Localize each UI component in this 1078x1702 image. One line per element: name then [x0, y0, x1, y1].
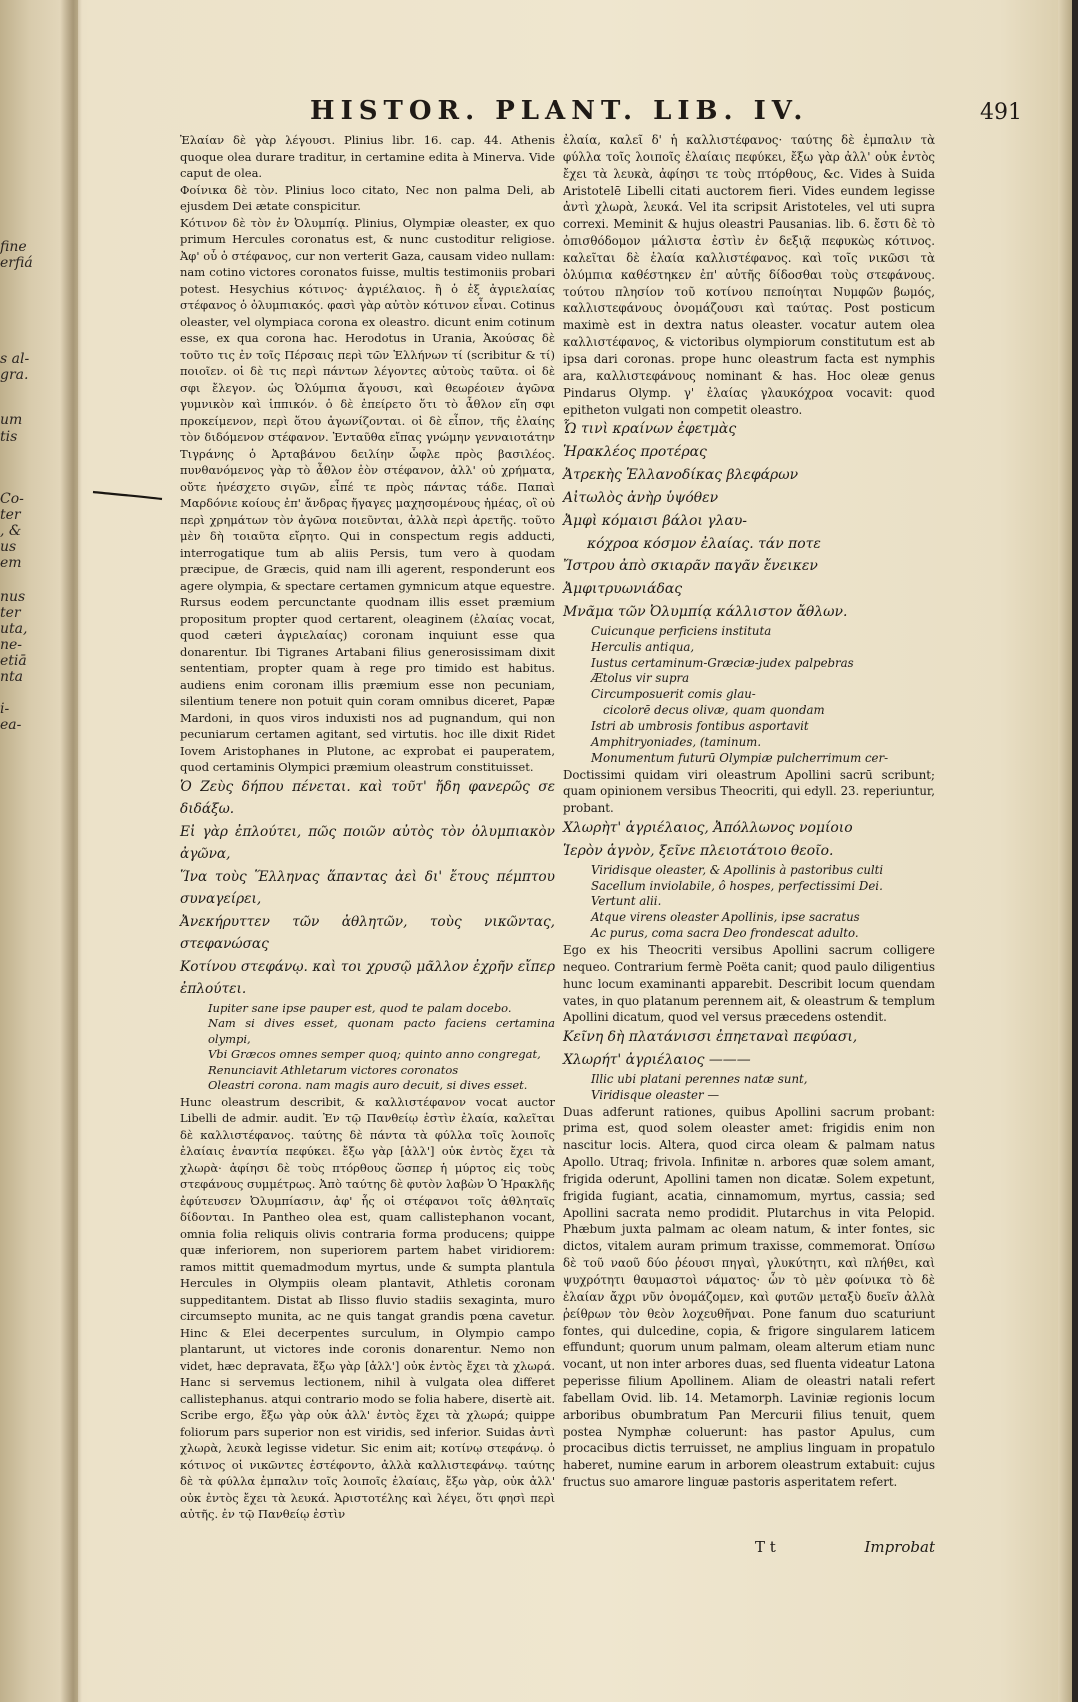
latin-verse-line: Renunciavit Athletarum victores coronatos [208, 1062, 459, 1077]
page-number: 491 [980, 100, 1022, 125]
latin-verse-line: Ætolus vir supra [591, 671, 690, 686]
greek-verse-line: Ἱερὸν ἁγνὸν, ξεῖνε πλειοτάτοιο θεοῖο. [563, 842, 834, 859]
page-edge [1058, 0, 1072, 1702]
paragraph: Φοίνικα δὲ τὸν. Plinius loco citato, Nec non palma Deli, ab ejusdem Dei ætate conspicitur. [180, 182, 555, 213]
greek-verse-line: Ὁ Ζεὺς δήπου πένεται. καὶ τοῦτ' ἤδη φανερῶς σε διδάξω. [180, 778, 555, 817]
greek-verse-line: κόχροα κόσμον ἐλαίας. τάν ποτε [587, 535, 821, 552]
margin-fragment: i- [0, 701, 10, 717]
paragraph: Ego ex his Theocriti versibus Apollini sacrum colligere nequeo. Contrarium fermè Poëta canit; quod paulo diligentius hunc locum examinanti apparebit. Describit locum quendam vates, in quo platanum perennem ait, & oleastrum & templum Apollini dicatum, quod vel versus præcedens ostendit. [563, 942, 935, 1025]
margin-fragment: uta, [0, 621, 28, 637]
margin-fragment: em [0, 555, 22, 571]
greek-verse-line: Χλωρὴτ' ἀγριέλαιος, Ἀπόλλωνος νομίοιο [563, 820, 853, 837]
greek-verse-line: Ἡρακλέος προτέρας [563, 444, 707, 461]
margin-fragment: Co- [0, 491, 24, 507]
paragraph: Doctissimi quidam viri oleastrum Apollini sacrū scribunt; quam opinionem versibus Theocriti, qui edyll. 23. reperiuntur, probant. [563, 767, 935, 816]
latin-verse-line: Oleastri corona. nam magis auro decuit, si dives esset. [208, 1078, 528, 1092]
margin-fragment: ter [0, 507, 21, 523]
latin-verse-line: Vbi Græcos omnes semper quoq; quinto anno congregat, [208, 1047, 541, 1061]
margin-fragment: ea- [0, 717, 22, 733]
left-column [180, 132, 555, 1523]
paragraph: Κότινον δὲ τὸν ἐν Ὀλυμπίᾳ. Plinius, Olympiæ oleaster, ex quo primum Hercules coronatus est, & nunc custoditur religiose. Ἀφ' οὗ ὁ στέφανος, cur non verterit Gaza, causam video nullam: nam cotino victores coronatos fuisse, multis testimoniis probari potest. Hesychius κότινος· ἀγριέλαιος. ἢ ὁ ἐξ ἀγριελαίας στέφανος ὁ ὀλυμπιακός. φασὶ γὰρ αὐτὸν κότινον εἶναι. Cotinus oleaster, vel olympiaca corona ex oleastro. dicunt enim cotinum esse, ex qua corona hac. Herodotus in Urania, Ἀκούσας δὲ τοῦτο τις ἐν τοῖς Πέρσαις περὶ τῶν Ἑλλήνων τί (scribitur & τί) ποιοῖεν. οἱ δὲ τις περὶ πάντων λέγοντες αὐτοὺς ταῦτα. οἱ δὲ σφι ἔλεγον. ὡς Ὀλύμπια ἄγουσι, καὶ θεωρέοιεν ἀγῶνα γυμνικὸν καὶ ἱππικόν. ὁ δὲ ἐπείρετο ὅτι τὸ ἆθλον εἴη σφι προκείμενον, περὶ ὅτου ἀγωνίζονται. οἱ δὲ εἶπον, τῆς ἐλαίης τὸν διδόμενον στέφανον. Ἐνταῦθα εἴπας γνώμην γενναιοτάτην Τιγράνης ὁ Ἀρταβάνου δειλίην ὦφλε πρὸς βασιλέος. πυνθανόμενος γὰρ τὸ ἆθλον ἐὸν στέφανον, ἀλλ' οὐ χρήματα, οὔτε ἠνέσχετο σιγῶν, εἶπέ τε πρὸς πάντας τάδε. Παπαὶ Μαρδόνιε κοίους ἐπ' ἄνδρας ἤγαγες μαχησομένους ἡμέας, οἳ οὐ περὶ χρημάτων τὸν ἀγῶνα ποιεῦνται, ἀλλὰ περὶ ἀρετῆς. τοῦτο μὲν δὴ τοιαῦτα εἴρητο. Qui in conspectum regis adducti, interrogatique tum ab aliis Persis, tum vero à quodam præcipue, de Græcis, quid nam illi agerent, responderunt eos agere olympia, & spectare certamen gymnicum atque equestre. Rursus eodem percunctante quodnam illis esset præmium propositum propter quod certarent, oleaginem (ἐλαίας vocat, quod cæteri ἀγριελαίας) coronam inquiunt esse qua donarentur. Ibi Tigranes Artabani filius generosissimam dixit sententiam, propter quam à rege pro timido est habitus. audiens enim coronam illis præmium esse non pecuniam, silentium tenere non potuit quin coram omnibus diceret, Papæ Mardoni, in quos viros induxisti nos ad pugnandum, qui non pecuniarum certamen agitant, sed virtutis. hoc ille dixit Ridet Iovem Aristophanes in Plutone, ac exprobat ei pauperatem, quod certaminis Olympici præmium oleastrum constituisset. [180, 215, 555, 774]
margin-fragment: erfiá [0, 255, 33, 271]
latin-verse-line: Viridisque oleaster, & Apollinis à pastoribus culti [591, 862, 884, 877]
margin-fragment: ter [0, 605, 21, 621]
latin-verse-line: Amphitryoniades, (taminum. [591, 734, 762, 749]
greek-verse-line: Ἀνεκήρυττεν τῶν ἀθλητῶν, τοὺς νικῶντας, στεφανώσας [180, 913, 555, 952]
catchword: Improbat [864, 1538, 935, 1556]
signature-mark: T t [755, 1538, 776, 1556]
ink-pointer-mark [92, 488, 164, 502]
latin-verse-line: Iupiter sane ipse pauper est, quod te palam docebo. [208, 1000, 512, 1015]
latin-verse-line: Nam si dives esset, quonam pacto faciens certamina olympi, [208, 1016, 555, 1046]
greek-verse-line: Ἀμφιτρυωνιάδας [563, 581, 683, 598]
margin-fragment: um [0, 412, 23, 428]
greek-verse-line: Ἵνα τοὺς Ἕλληνας ἅπαντας ἀεὶ δι' ἔτους πέμπτου συναγείρει, [180, 868, 555, 907]
paragraph: ἐλαία, καλεῖ δ' ἡ καλλιστέφανος· ταύτης δὲ ἐμπαλιν τὰ φύλλα τοῖς λοιποῖς ἐλαίαις πεφύκει, ἔξω γὰρ ἀλλ' οὐκ ἐντὸς ἔχει τὰ λευκὰ, ἀφίησι τε τοὺς πτόρθους, &c. Vides à Suida Aristotelē Libelli citati auctorem fieri. Vides eundem legisse ἀντὶ χλωρὰ, λευκά. Vel ita scripsit Aristoteles, vel uti supra correxi. Meminit & hujus oleastri Pausanias. lib. 6. ἔστι δὲ τὸ ὀπισθόδομον μάλιστα ἐστὶν ἐν δεξιᾷ πεφυκὼς κότινος. καλεῖται δὲ ἐλαία καλλιστέφανος. καὶ τοῖς νικῶσι τὰ ὀλύμπια καθέστηκεν ἐπ' αὐτῆς δίδοσθαι τοὺς στεφάνους. τούτου πλησίον τοῦ κοτίνου πεποίηται Νυμφῶν βωμός, καλλιστεφάνους ὀνομάζουσι καὶ ταύτας. Post posticum maximè est in dextra natus oleaster. vocatur autem olea καλλιστέφανος, & victoribus olympiorum constitutum est ab ipsa dari coronas. prope hunc oleastrum facta est nymphis ara, καλλιστεφάνους nominant & has. Hoc oleæ genus Pindarus Olymp. γ' ἐλαίας γλαυκόχροα vocavit: quod epitheton vulgati non competit oleastro. [563, 133, 935, 417]
margin-fragment: tis [0, 429, 18, 445]
greek-verse-line: Αἰτωλὸς ἀνὴρ ὑψόθεν [563, 489, 719, 506]
latin-verse-line: cicolorē decus olivæ, quam quondam [603, 703, 825, 718]
latin-verse-line: Cuicunque perficiens instituta [591, 623, 772, 638]
latin-verse-line: Iustus certaminum-Græciæ-judex palpebras [591, 655, 854, 670]
latin-verse-line: Herculis antiqua, [591, 639, 695, 654]
greek-verse-line: Ὧ τινὶ κραίνων ἐφετμὰς [563, 421, 737, 438]
page-header [310, 96, 1030, 130]
latin-verse-line: Vertunt alii. [591, 894, 662, 909]
greek-verse-line: Ἀτρεκὴς Ἑλλανοδίκας βλεφάρων [563, 467, 799, 484]
margin-fragment: , & [0, 523, 22, 539]
paragraph: Duas adferunt rationes, quibus Apollini sacrum probant: prima est, quod solem oleaster amet: frigidis enim non nascitur locis. Altera, quod circa oleam & palmam natus Apollo. Utraq; frivola. Infinitæ n. arbores quæ solem amant, frigida oderunt, Apollini tamen non dicatæ. Solem expetunt, frigida fugiant, acatia, cinnamomum, myrtus, cassia; sed Apollini sacrata nemo prodidit. Plutarchus in vita Pelopid. Phæbum juxta palmam ac oleam natum, & inter fontes, sic dictos, vitalem auram primum traxisse, commemorat. Ὀπίσω δὲ τοῦ ναοῦ δύο ῥέουσι πηγαὶ, γλυκύτητι, καὶ πλήθει, καὶ ψυχρότητι θαυμαστοὶ νάματος· ὧν τὸ μὲν φοίνικα τὸ δὲ ἐλαίαν ἄχρι νῦν ὀνομάζομεν, καὶ φυτῶν μεταξὺ δυεῖν ἀλλὰ ῥείθρων τὸν θεὸν λοχευθῆναι. Pone fanum duo scaturiunt fontes, qui dulcedine, copia, & frigore singularem laticem effundunt; quorum unum palmam, oleam alterum etiam nunc vocant, ut non inter arbores duas, sed fluenta videatur Latona peperisse filium Apollinem. Aliam de oleastri natali refert fabellam Ovid. lib. 14. Metamorph. Laviniæ regionis locum arboribus obumbratum Pan Mercurii filius tenuit, quem postea Nymphæ coluerunt: has pastor Apulus, cum procacibus dictis terruisset, ne amplius linguam in propatulo haberet, numine earum in arborem oleastrum extabuit: cujus fructus suo amarore linguæ pastoris asperitatem refert. [563, 1104, 935, 1490]
running-head: HISTOR. PLANT. LIB. IV. [310, 96, 809, 126]
latin-verse-line: Monumentum futurū Olympiæ pulcherrimum cer- [591, 750, 889, 765]
margin-fragment: etiā [0, 653, 27, 669]
latin-verse-line: Viridisque oleaster — [591, 1087, 720, 1102]
margin-fragment: gra. [0, 367, 29, 383]
binding-fold [60, 0, 82, 1702]
margin-fragment: nta [0, 669, 23, 685]
margin-fragment: nus [0, 589, 26, 605]
latin-verse-line: Istri ab umbrosis fontibus asportavit [591, 719, 809, 733]
margin-fragment: fine [0, 239, 27, 255]
latin-verse-line: Sacellum inviolabile, ô hospes, perfectissimi Dei. [591, 878, 883, 893]
greek-verse-line: Ἴστρου ἀπὸ σκιαρᾶν παγᾶν ἔνεικεν [563, 558, 818, 575]
right-column [563, 132, 935, 1491]
latin-verse-line: Atque virens oleaster Apollinis, ipse sacratus [591, 910, 860, 925]
latin-verse-line: Ac purus, coma sacra Deo frondescat adulto. [591, 926, 859, 941]
latin-verse-line: Circumposuerit comis glau- [591, 687, 756, 702]
margin-fragment: s al- [0, 351, 30, 367]
greek-verse-line: Ἀμφὶ κόμαισι βάλοι γλαυ- [563, 512, 747, 529]
greek-verse-line: Χλωρήτ' ἀγριέλαιος ——— [563, 1052, 751, 1069]
paragraph: Hunc oleastrum describit, & καλλιστέφανον vocat auctor Libelli de admir. audit. Ἐν τῷ Πανθείῳ ἐστὶν ἐλαία, καλεῖται δὲ καλλιστέφανος. ταύτης δὲ πάντα τὰ φύλλα τοῖς λοιποῖς ἐλαίαις ἐναντία πεφύκει. ἔξω γὰρ [ἀλλ'] οὐκ ἐντὸς ἔχει τὰ χλωρὰ· ἀφίησι δὲ τοὺς πτόρθους ὥσπερ ἡ μύρτος εἰς τοὺς στεφάνους συμμέτρως. Ἀπὸ ταύτης δὲ φυτὸν λαβὼν Ὁ Ἡρακλῆς ἐφύτευσεν Ὀλυμπίασιν, ἀφ' ἧς οἱ στέφανοι τοῖς ἀθληταῖς δίδονται. In Pantheo olea est, quam callistephanon vocant, omnia folia reliquis olivis contraria forma producens; quippe quæ inferiorem, non superiorem partem habet viridiorem: ramos mittit quemadmodum myrtus, unde & sumpta plantula Hercules in Olympiis oleam plantavit, Athletis coronam suppeditantem. Distat ab Ilisso fluvio stadiis sexaginta, muro circumsepto munita, ac ne quis tangat grandis pœna cavetur. Hinc & Elei decerpentes surculum, in Olympio campo plantarunt, ut victores inde coronis donarentur. Nemo non videt, hæc depravata, ἔξω γὰρ [ἀλλ'] οὐκ ἐντὸς ἔχει τὰ χλωρά. Hanc si servemus lectionem, nihil à vulgata olea differet callistephanus. atqui contrario modo se folia habere, disertè ait. Scribe ergo, ἔξω γὰρ οὐκ ἀλλ' ἐντὸς ἔχει τὰ χλωρά; quippe foliorum pars superior non est viridis, sed inferior. Suidas ἀντὶ χλωρὰ, λευκὰ legisse videtur. Sic enim ait; κοτίνῳ στεφάνῳ. ὁ κότινος οἱ νικῶντες ἐστέφοντο, ἀλλὰ καλλιστεφάνῳ. ταύτης δὲ τὰ φύλλα ἐμπαλιν τοῖς λοιποῖς ἐλαίαις, ἔξω γὰρ, οὐκ ἀλλ' οὐκ ἐντὸς ἔχει τὰ λευκά. Ἀριστοτέλης καὶ λέγει, ὅτι φησὶ περὶ αὐτῆς. ἐν τῷ Πανθείῳ ἐστὶν [180, 1094, 555, 1521]
latin-verse-line: Illic ubi platani perennes natæ sunt, [591, 1071, 808, 1086]
greek-verse-line: Εἰ γὰρ ἐπλούτει, πῶς ποιῶν αὐτὸς τὸν ὀλυμπιακὸν ἀγῶνα, [180, 823, 555, 862]
greek-verse-line: Κοτίνου στεφάνῳ. καὶ τοι χρυσῷ μᾶλλον ἐχρῆν εἴπερ ἐπλούτει. [180, 958, 555, 997]
margin-fragment: us [0, 539, 17, 555]
greek-verse-line: Μνᾶμα τῶν Ὀλυμπίᾳ κάλλιστον ἄθλων. [563, 604, 848, 621]
greek-verse-line: Κεῖνη δὴ πλατάνισσι ἐπηεταναὶ πεφύασι, [563, 1029, 858, 1046]
paragraph: Ἐλαίαν δὲ γὰρ λέγουσι. Plinius libr. 16. cap. 44. Athenis quoque olea durare traditur, in certamine edita à Minerva. Vide caput de olea. [180, 133, 555, 180]
margin-fragment: ne- [0, 637, 23, 653]
